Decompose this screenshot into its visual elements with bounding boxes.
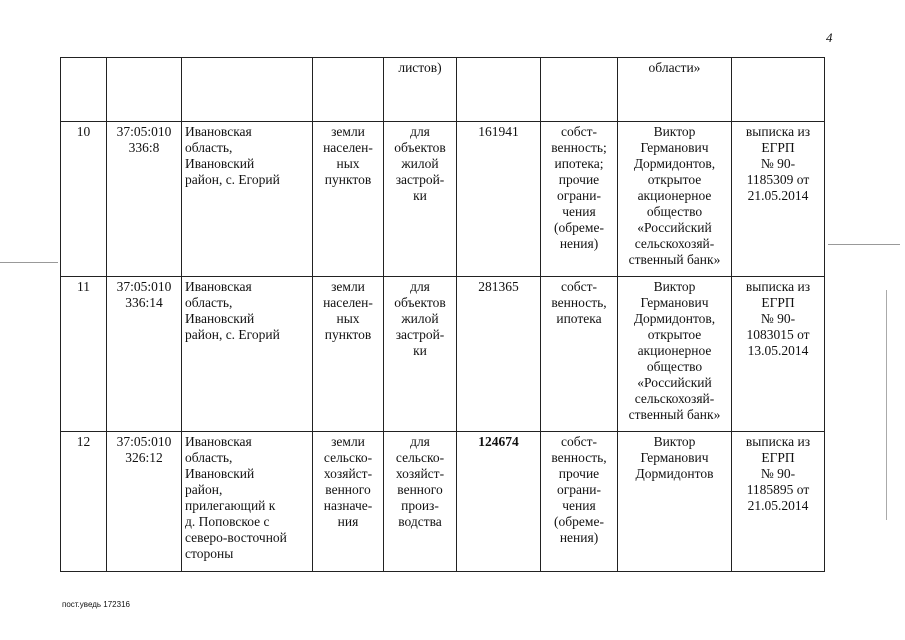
permitted-use: листов) — [384, 58, 457, 122]
permitted-use: для сельско- хозяйст- венного произ- водства — [384, 432, 457, 572]
row-number: 10 — [61, 122, 107, 277]
row-number — [61, 58, 107, 122]
area: 124674 — [457, 432, 541, 572]
address: Ивановская область, Ивановский район, с. Егорий — [182, 122, 313, 277]
footer-stamp: пост.уведь 172316 — [62, 600, 130, 609]
land-category: земли населен- ных пунктов — [313, 122, 384, 277]
cadastral-number — [107, 58, 182, 122]
basis-document: выписка из ЕГРП № 90- 1083015 от 13.05.2014 — [732, 277, 825, 432]
right-type: собст- венность, прочие ограни- чения (обреме- нения) — [541, 432, 618, 572]
basis-document: выписка из ЕГРП № 90- 1185895 от 21.05.2014 — [732, 432, 825, 572]
area — [457, 58, 541, 122]
land-category — [313, 58, 384, 122]
page-number: 4 — [826, 30, 833, 45]
basis-document — [732, 58, 825, 122]
right-holder: области» — [618, 58, 732, 122]
right-type: собст- венность; ипотека; прочие ограни- чения (обреме- нения) — [541, 122, 618, 277]
address: Ивановская область, Ивановский район, с. Егорий — [182, 277, 313, 432]
land-category: земли сельско- хозяйст- венного назначе- ния — [313, 432, 384, 572]
right-type: собст- венность, ипотека — [541, 277, 618, 432]
land-registry-table — [60, 57, 825, 572]
permitted-use: для объектов жилой застрой- ки — [384, 122, 457, 277]
scan-artifact-line — [886, 290, 887, 520]
scan-artifact-line — [828, 244, 900, 245]
table-row — [61, 432, 825, 572]
right-holder: Виктор Германович Дормидонтов, открытое акционерное общество «Российский сельскохозяй- ственный банк» — [618, 122, 732, 277]
address: Ивановская область, Ивановский район, прилегающий к д. Поповское с северо-восточной стороны — [182, 432, 313, 572]
table-row — [61, 58, 825, 122]
cadastral-number: 37:05:010 336:14 — [107, 277, 182, 432]
address — [182, 58, 313, 122]
cadastral-number: 37:05:010 336:8 — [107, 122, 182, 277]
row-number: 11 — [61, 277, 107, 432]
area: 281365 — [457, 277, 541, 432]
right-holder: Виктор Германович Дормидонтов — [618, 432, 732, 572]
row-number: 12 — [61, 432, 107, 572]
table-row — [61, 277, 825, 432]
table-row — [61, 122, 825, 277]
area: 161941 — [457, 122, 541, 277]
scan-artifact-line — [0, 262, 58, 263]
land-category: земли населен- ных пунктов — [313, 277, 384, 432]
permitted-use: для объектов жилой застрой- ки — [384, 277, 457, 432]
basis-document: выписка из ЕГРП № 90- 1185309 от 21.05.2014 — [732, 122, 825, 277]
cadastral-number: 37:05:010 326:12 — [107, 432, 182, 572]
right-type — [541, 58, 618, 122]
right-holder: Виктор Германович Дормидонтов, открытое акционерное общество «Российский сельскохозяй- ственный банк» — [618, 277, 732, 432]
